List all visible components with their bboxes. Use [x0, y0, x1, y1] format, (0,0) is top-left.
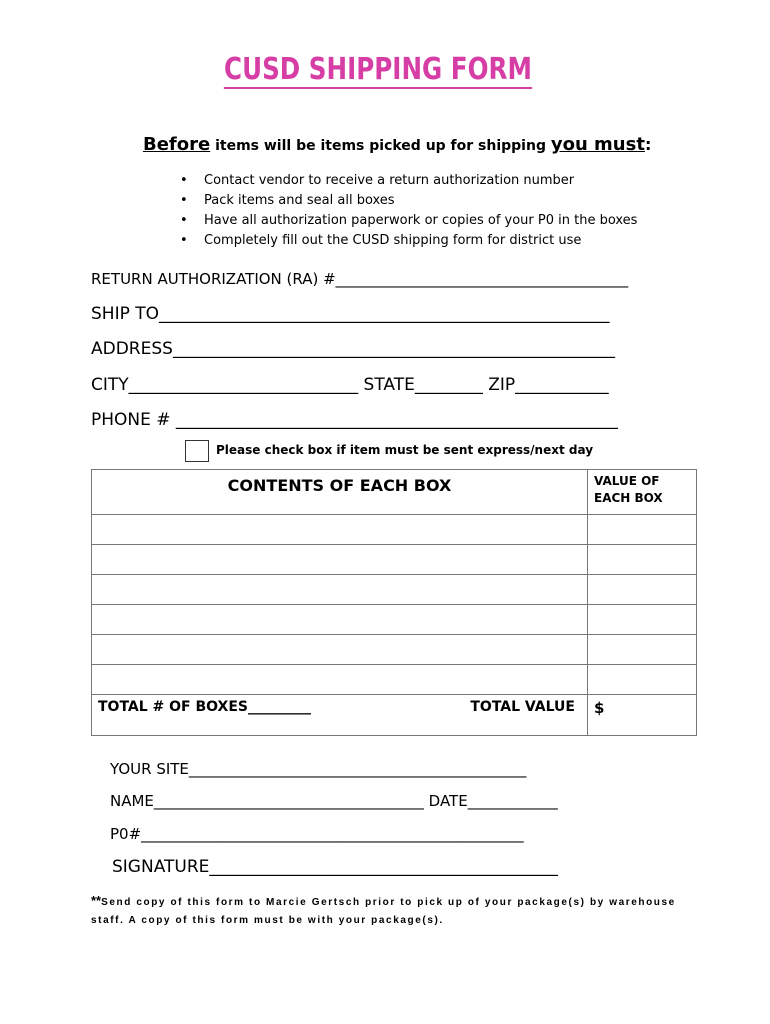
your-site-field[interactable]: YOUR SITE_____________________________________________	[110, 760, 527, 778]
page-title: CUSD SHIPPING FORM	[224, 52, 532, 87]
intro-before: Before	[143, 134, 211, 155]
ra-number-field[interactable]: RETURN AUTHORIZATION (RA) #_______________________________________	[91, 270, 629, 288]
instruction-item: • Completely fill out the CUSD shipping form for district use	[180, 231, 637, 251]
value-cell[interactable]	[588, 545, 697, 575]
value-cell[interactable]	[588, 635, 697, 665]
city-state-zip-field[interactable]: CITY___________________________ STATE________ ZIP___________	[91, 375, 609, 395]
contents-cell[interactable]	[92, 515, 588, 545]
value-header	[588, 470, 697, 515]
instruction-list	[180, 171, 637, 251]
signature-field[interactable]: SIGNATURE_________________________________________	[112, 857, 558, 877]
value-header-line1: VALUE OF	[594, 474, 660, 488]
total-value-cell[interactable]: $	[588, 695, 697, 736]
instruction-item: • Have all authorization paperwork or copies of your P0 in the boxes	[180, 211, 637, 231]
total-value-label: TOTAL VALUE	[470, 699, 575, 715]
value-cell[interactable]	[588, 605, 697, 635]
value-cell[interactable]	[588, 575, 697, 605]
intro-middle: items will be items picked up for shipping	[210, 138, 551, 154]
intro-colon: :	[644, 135, 652, 154]
instruction-item: • Contact vendor to receive a return authorization number	[180, 171, 637, 191]
intro-line	[143, 134, 651, 155]
footnote	[91, 892, 676, 930]
phone-field[interactable]: PHONE # ____________________________________________________	[91, 410, 618, 430]
ship-to-field[interactable]: SHIP TO_____________________________________________________	[91, 304, 610, 324]
express-checkbox[interactable]	[185, 440, 209, 462]
po-field[interactable]: P0#___________________________________________________	[110, 825, 524, 843]
totals-row	[92, 695, 588, 736]
contents-cell[interactable]	[92, 635, 588, 665]
value-cell[interactable]	[588, 515, 697, 545]
contents-header: CONTENTS OF EACH BOX	[92, 470, 588, 515]
instruction-item: • Pack items and seal all boxes	[180, 191, 637, 211]
value-header-line2: EACH BOX	[594, 491, 663, 505]
contents-cell[interactable]	[92, 545, 588, 575]
address-field[interactable]: ADDRESS____________________________________________________	[91, 339, 615, 359]
contents-cell[interactable]	[92, 605, 588, 635]
contents-table	[91, 469, 697, 736]
footnote-line2: staff. A copy of this form must be with your package(s).	[91, 915, 444, 926]
contents-cell[interactable]	[92, 665, 588, 695]
footnote-stars: **	[91, 893, 102, 908]
footnote-line1: Send copy of this form to Marcie Gertsch prior to pick up of your package(s) by warehouse	[101, 897, 676, 908]
total-boxes-field[interactable]: TOTAL # OF BOXES_________	[98, 699, 312, 715]
value-cell[interactable]	[588, 665, 697, 695]
name-date-field[interactable]: NAME____________________________________ DATE____________	[110, 792, 558, 810]
contents-cell[interactable]	[92, 575, 588, 605]
express-checkbox-label: Please check box if item must be sent express/next day	[216, 443, 594, 457]
intro-you-must: you must	[550, 134, 645, 155]
